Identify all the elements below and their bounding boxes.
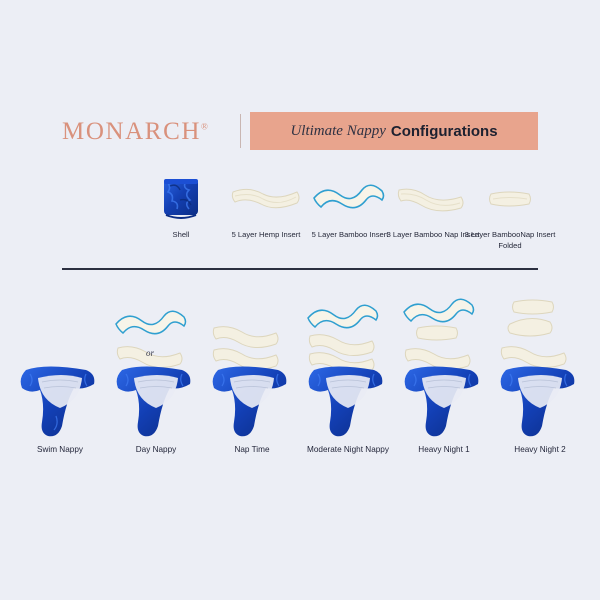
config-swim-nappy[interactable]	[12, 292, 108, 482]
header-title-pill	[250, 112, 538, 150]
config-stack	[204, 292, 300, 442]
component-label: 5 Layer Hemp Insert	[231, 230, 301, 239]
config-moderate-night-nappy[interactable]	[300, 292, 396, 482]
cream-insert-icon	[225, 172, 307, 228]
config-heavy-night-2[interactable]	[492, 292, 588, 482]
component-label: 5 Layer Bamboo Insert	[311, 230, 389, 239]
section-divider	[62, 268, 538, 270]
header-banner	[62, 112, 538, 150]
config-label: Day Nappy	[135, 445, 177, 454]
or-separator-label: or	[146, 348, 155, 358]
brand-name: MONARCH	[62, 118, 201, 145]
component-bamboo-5-layer[interactable]	[309, 172, 391, 264]
registered-trademark-icon: ®	[201, 121, 208, 132]
component-shell[interactable]	[140, 172, 222, 264]
folded-insert-icon	[469, 172, 551, 228]
component-hemp-5-layer[interactable]	[225, 172, 307, 264]
config-stack	[12, 292, 108, 442]
config-label: Heavy Night 2	[514, 445, 566, 454]
configurations-row	[8, 292, 592, 482]
config-label: Nap Time	[234, 445, 270, 454]
bamboo-insert-icon	[309, 172, 391, 228]
config-nap-time[interactable]	[204, 292, 300, 482]
cream-insert-icon	[392, 172, 474, 228]
config-label: Heavy Night 1	[418, 445, 470, 454]
header-title-bold: Configurations	[390, 122, 498, 140]
header-divider	[240, 114, 241, 148]
config-stack	[492, 292, 588, 442]
config-label: Moderate Night Nappy	[307, 445, 389, 454]
config-day-nappy[interactable]	[108, 292, 204, 482]
component-label: 3 Layer BambooNap Insert Folded	[464, 230, 556, 250]
components-row	[62, 172, 556, 264]
config-heavy-night-1[interactable]	[396, 292, 492, 482]
nappy-shell-icon	[140, 172, 222, 228]
config-label: Swim Nappy	[37, 445, 83, 454]
header-title-script: Ultimate Nappy	[290, 122, 386, 139]
config-stack	[108, 292, 204, 442]
component-label: Shell	[172, 230, 190, 239]
component-bamboo-nap-3-layer[interactable]	[386, 172, 480, 264]
brand-wordmark	[62, 118, 208, 146]
config-stack	[396, 292, 492, 442]
component-bamboo-nap-folded[interactable]	[464, 172, 556, 264]
config-stack	[300, 292, 396, 442]
component-label: 3 Layer Bamboo Nap Insert	[386, 230, 480, 239]
